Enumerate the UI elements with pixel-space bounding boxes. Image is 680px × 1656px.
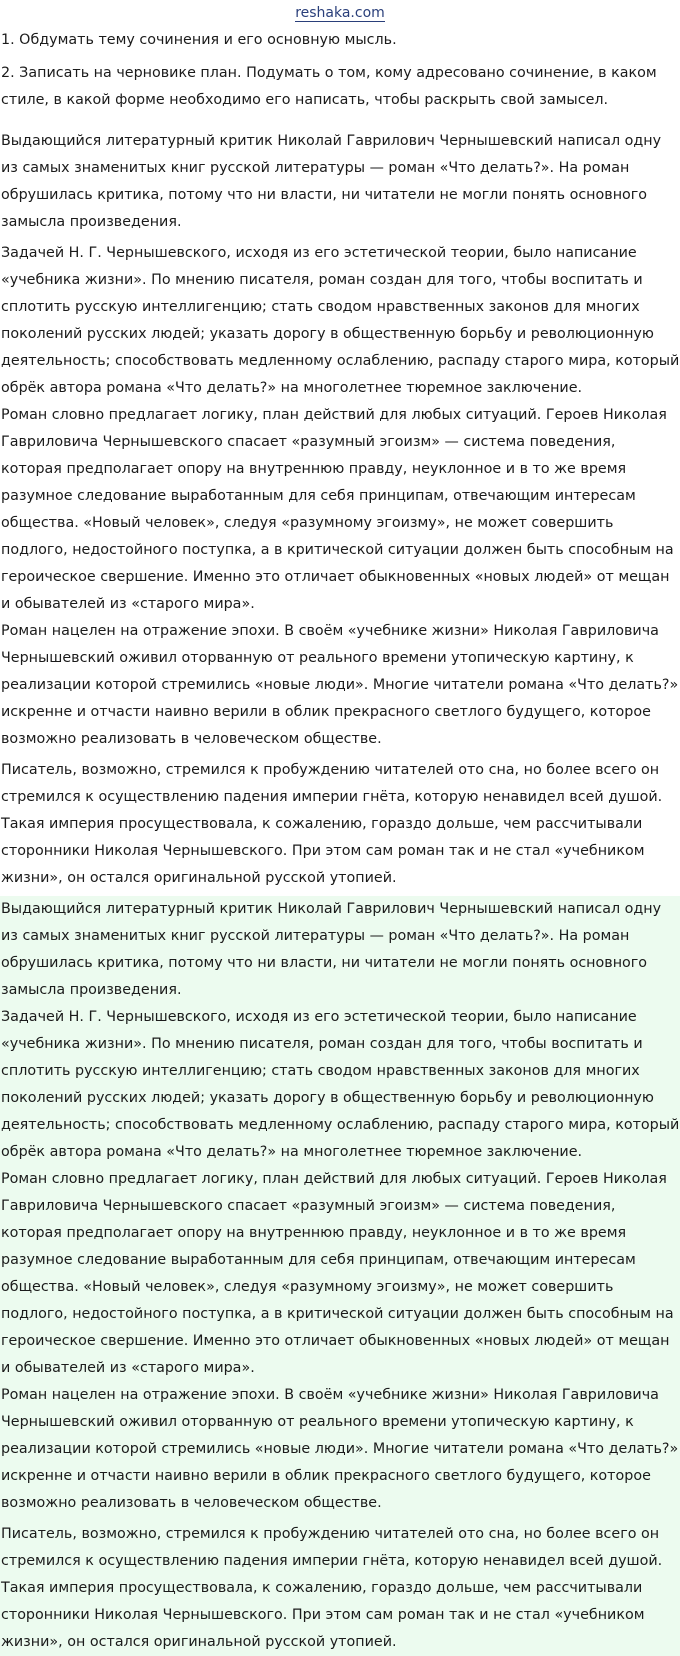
site-link[interactable]: reshaka.com bbox=[295, 5, 385, 21]
essay-b-paragraph-5: Писатель, возможно, стремился к пробуждению читателей ото сна, но более всего он стремился к осуществлению падения империи гнёта, которую ненавидел всей душой. Такая империя просуществовала, к сожалению, гораздо дольше, чем рассчитывали сторонники Николая Чернышевского. При этом сам роман так и не стал «учебником жизни», он остался оригинальной русской утопией. bbox=[1, 1526, 663, 1650]
site-header bbox=[0, 0, 680, 27]
step-1: 1. Обдумать тему сочинения и его основную мысль. bbox=[1, 32, 397, 48]
essay-a-paragraph-2: Задачей Н. Г. Чернышевского, исходя из его эстетической теории, было написание «учебника жизни». По мнению писателя, роман создан для того, чтобы воспитать и сплотить русскую интеллигенцию; стать сводом нравственных законов для многих поколений русских людей; указать дорогу в общественную борьбу и революционную деятельность; способствовать медленному ослаблению, распаду старого мира, который обрёк автора романа «Что делать?» на многолетнее тюремное заключение. bbox=[1, 245, 680, 396]
essay-final bbox=[0, 896, 680, 1656]
document-body bbox=[0, 27, 680, 1656]
essay-a-paragraph-5: Писатель, возможно, стремился к пробуждению читателей ото сна, но более всего он стремился к осуществлению падения империи гнёта, которую ненавидел всей душой. Такая империя просуществовала, к сожалению, гораздо дольше, чем рассчитывали сторонники Николая Чернышевского. При этом сам роман так и не стал «учебником жизни», он остался оригинальной русской утопией. bbox=[1, 762, 663, 886]
instructions bbox=[0, 27, 680, 114]
essay-a-paragraph-3: Роман словно предлагает логику, план действий для любых ситуаций. Героев Николая Гавриловича Чернышевского спасает «разумный эгоизм» — система поведения, которая предполагает опору на внутреннюю правду, неуклонное и в то же время разумное следование выработанным для себя принципам, отвечающим интересам общества. «Новый человек», следуя «разумному эгоизму», не может совершить подлого, недостойного поступка, а в критической ситуации должен быть способным на героическое свершение. Именно это отличает обыкновенных «новых людей» от мещан и обывателей из «старого мира». bbox=[1, 407, 674, 612]
essay-b-paragraph-2: Задачей Н. Г. Чернышевского, исходя из его эстетической теории, было написание «учебника жизни». По мнению писателя, роман создан для того, чтобы воспитать и сплотить русскую интеллигенцию; стать сводом нравственных законов для многих поколений русских людей; указать дорогу в общественную борьбу и революционную деятельность; способствовать медленному ослаблению, распаду старого мира, который обрёк автора романа «Что делать?» на многолетнее тюремное заключение. bbox=[1, 1009, 680, 1160]
step-2: 2. Записать на черновике план. Подумать о том, кому адресовано сочинение, в каком стиле, в какой форме необходимо его написать, чтобы раскрыть свой замысел. bbox=[1, 65, 657, 108]
essay-b-paragraph-1: Выдающийся литературный критик Николай Гаврилович Чернышевский написал одну из самых знаменитых книг русской литературы — роман «Что делать?». На роман обрушилась критика, потому что ни власти, ни читатели не могли понять основного замысла произведения. bbox=[1, 901, 662, 998]
essay-a-paragraph-1: Выдающийся литературный критик Николай Гаврилович Чернышевский написал одну из самых знаменитых книг русской литературы — роман «Что делать?». На роман обрушилась критика, потому что ни власти, ни читатели не могли понять основного замысла произведения. bbox=[1, 133, 662, 230]
essay-a-paragraph-4: Роман нацелен на отражение эпохи. В своём «учебнике жизни» Николая Гавриловича Чернышевский оживил оторванную от реального времени утопическую картину, к реализации которой стремились «новые люди». Многие читатели романа «Что делать?» искренне и отчасти наивно верили в облик прекрасного светлого будущего, которое возможно реализовать в человеческом обществе. bbox=[1, 623, 679, 747]
essay-b-paragraph-3: Роман словно предлагает логику, план действий для любых ситуаций. Героев Николая Гавриловича Чернышевского спасает «разумный эгоизм» — система поведения, которая предполагает опору на внутреннюю правду, неуклонное и в то же время разумное следование выработанным для себя принципам, отвечающим интересам общества. «Новый человек», следуя «разумному эгоизму», не может совершить подлого, недостойного поступка, а в критической ситуации должен быть способным на героическое свершение. Именно это отличает обыкновенных «новых людей» от мещан и обывателей из «старого мира». bbox=[1, 1171, 674, 1376]
essay-b-paragraph-4: Роман нацелен на отражение эпохи. В своём «учебнике жизни» Николая Гавриловича Чернышевский оживил оторванную от реального времени утопическую картину, к реализации которой стремились «новые люди». Многие читатели романа «Что делать?» искренне и отчасти наивно верили в облик прекрасного светлого будущего, которое возможно реализовать в человеческом обществе. bbox=[1, 1387, 679, 1511]
essay-draft bbox=[0, 128, 680, 892]
